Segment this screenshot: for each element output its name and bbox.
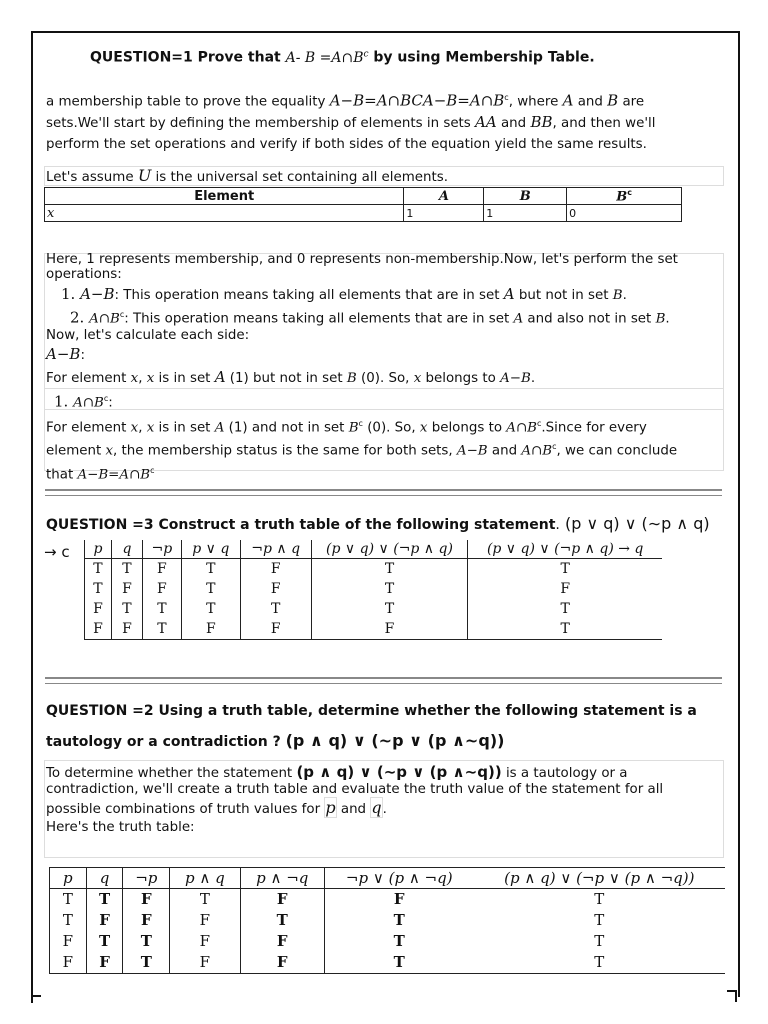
table-cell: F (240, 559, 311, 580)
column-header: p ∧ q (170, 868, 240, 889)
math: p (325, 798, 336, 817)
text: and (487, 443, 522, 459)
math: A (562, 91, 574, 110)
math: A−B=A∩BCA−B=A∩B (329, 91, 505, 110)
table-header-row (45, 188, 682, 205)
text: . (622, 288, 627, 303)
q1-title-sup: c (363, 49, 369, 59)
table-cell: F (86, 910, 123, 931)
q1-title-math (286, 50, 369, 66)
sup: c (119, 310, 125, 319)
sup: c (552, 442, 557, 452)
table-cell: F (111, 579, 142, 599)
column-header: B (484, 188, 567, 205)
math: x (146, 420, 155, 436)
text-line: Here, 1 represents membership, and 0 represents non-membership.Now, let's perform the set (46, 252, 678, 267)
table-cell: T (142, 599, 181, 619)
sup: c (150, 465, 155, 475)
q1-title-math-text: A- B =A∩B (285, 49, 364, 66)
table-cell: T (594, 953, 605, 971)
table-cell: T (311, 559, 468, 580)
table-cell: T (50, 889, 87, 911)
operation-1 (46, 284, 716, 306)
table-cell: F (170, 952, 240, 974)
math: q (371, 798, 382, 817)
math: AA (475, 113, 497, 132)
table-cell: F (393, 890, 405, 908)
table-cell: F (311, 619, 468, 640)
question3-title (46, 514, 710, 533)
math: A−B (46, 345, 81, 364)
text: sets.We'll start by defining the membership of elements in sets (46, 116, 476, 132)
text: Let's assume (46, 170, 138, 185)
math: A (214, 420, 225, 436)
text-line: contradiction, we'll create a truth table and evaluate the truth value of the statement for all (46, 782, 664, 797)
text: , (138, 371, 147, 387)
text: and (573, 94, 608, 110)
membership-table (44, 187, 682, 222)
table-row (50, 931, 726, 952)
table-cell: T (85, 559, 112, 580)
sup: c (504, 93, 509, 102)
text: (0). So, (362, 420, 420, 436)
table-cell: F (142, 579, 181, 599)
table-cell: F (86, 952, 123, 974)
table-row (50, 889, 726, 911)
math: x (130, 371, 139, 387)
intro-line (46, 112, 696, 134)
text: is in set (154, 420, 215, 436)
column-header: p (85, 540, 112, 559)
table-cell: F (123, 910, 170, 931)
text: is the universal set containing all elements. (151, 170, 449, 185)
table-row (50, 952, 726, 974)
table-cell: F (240, 889, 324, 911)
table-cell: 1 (404, 205, 484, 222)
text: , the membership status is the same for both sets, (113, 443, 457, 459)
table-cell: T (181, 559, 240, 580)
table-cell: F (240, 619, 311, 640)
text: , and then we'll (552, 116, 656, 132)
math: B (348, 420, 359, 436)
math: x (146, 371, 155, 387)
table-cell: F (85, 599, 112, 619)
table-cell: T (50, 910, 87, 931)
table-cell: T (240, 599, 311, 619)
column-header: (p ∨ q) ∨ (¬p ∧ q) (311, 540, 468, 559)
column-header: Element (45, 188, 404, 205)
text: and (496, 116, 531, 132)
title-expr: (p ∨ q) ∨ (∼p ∧ q) (559, 514, 710, 533)
table-cell: T (393, 953, 405, 971)
column-header: p (50, 868, 87, 889)
math: BB (530, 113, 553, 132)
table-cell: F (181, 619, 240, 640)
table-cell: T (240, 910, 324, 931)
table-cell: F (85, 619, 112, 640)
table-row (50, 910, 726, 931)
text: : This operation means taking all elements that are in set (114, 288, 504, 303)
page-corner (727, 990, 737, 992)
text: (1) and not in set (224, 420, 349, 436)
column-header: q (86, 868, 123, 889)
operation-2 (46, 306, 716, 328)
text: belongs to (421, 371, 501, 387)
column-header: p ∨ q (181, 540, 240, 559)
table-row (85, 559, 663, 580)
column-header: (p ∧ q) ∨ (¬p ∨ (p ∧ ¬q)) (504, 869, 695, 887)
math: x (130, 420, 139, 436)
intro-line (46, 87, 696, 112)
title-expr: (p ∧ q) ∨ (∼p ∨ (p ∧∼q)) (285, 731, 505, 750)
column-header: ¬p ∨ (p ∧ ¬q) (345, 869, 453, 887)
table-cell: T (393, 932, 405, 950)
element-line-1 (46, 367, 716, 389)
math: A∩B (506, 420, 538, 436)
text: : (80, 348, 85, 364)
text: : This operation means taking all elements that are in set (124, 311, 514, 327)
text: For element (46, 420, 131, 436)
table-cell: F (170, 910, 240, 931)
amb-label (46, 343, 716, 367)
element-line-2 (46, 414, 716, 484)
table-cell: T (111, 599, 142, 619)
text: is in set (154, 371, 215, 387)
column-header: ¬p (123, 868, 170, 889)
text-line: Now, let's calculate each side: (46, 328, 250, 344)
table-cell: 1 (484, 205, 567, 222)
sup: c (103, 394, 109, 404)
column-header: ¬p ∧ q (240, 540, 311, 559)
expr: (p ∧ q) ∨ (∼p ∨ (p ∧∼q)) (296, 763, 502, 781)
sub-heading (46, 389, 716, 413)
title-line (46, 726, 697, 757)
table-header-row (85, 540, 663, 559)
math: B (607, 91, 619, 110)
text: , where (508, 94, 563, 110)
table-cell: T (311, 579, 468, 599)
text: . (530, 371, 536, 387)
q1-title-prefix: QUESTION=1 Prove that (90, 49, 281, 66)
table-cell: 0 (567, 205, 682, 222)
q1-title-suffix: by using Membership Table. (373, 49, 595, 66)
text: : (108, 395, 113, 411)
table-cell: T (594, 890, 605, 908)
header-sup: c (627, 188, 632, 197)
math: A (503, 285, 515, 303)
column-header: q (111, 540, 142, 559)
text: To determine whether the statement (46, 766, 297, 781)
table-cell: T (181, 599, 240, 619)
table-cell: T (181, 579, 240, 599)
text: are (618, 94, 645, 110)
table-row (85, 579, 663, 599)
table-cell: T (560, 621, 570, 637)
text: , we can conclude (556, 443, 678, 459)
question1-title (90, 49, 595, 66)
header-text: B (616, 189, 628, 205)
text: . (665, 311, 670, 327)
num: 1. (61, 285, 81, 303)
question3-expr-continuation: → c (44, 543, 70, 561)
q2-explanation (46, 764, 716, 836)
text: and (336, 802, 371, 817)
text: and also not in set (523, 311, 656, 327)
table-cell: T (560, 561, 570, 577)
table-cell: F (240, 931, 324, 952)
math: B (346, 371, 357, 387)
column-header: (p ∨ q) ∨ (¬p ∧ q) → q (486, 541, 644, 557)
table-row (45, 205, 682, 222)
q1-explanation (46, 252, 716, 484)
text: . (382, 802, 387, 817)
math: A (513, 311, 524, 327)
text: , (138, 420, 147, 436)
table-cell: F (50, 952, 87, 974)
num: 2. (70, 308, 90, 327)
table-cell: T (311, 599, 468, 619)
num: 1. (54, 392, 74, 411)
table-cell: T (111, 559, 142, 580)
text: a membership table to prove the equality (46, 94, 330, 110)
table-cell: T (594, 932, 605, 950)
text: but not in set (514, 288, 613, 303)
section-divider (45, 677, 722, 684)
math: U (137, 166, 152, 185)
text: is a tautology or a (501, 766, 628, 781)
table-cell: T (393, 911, 405, 929)
text: element (46, 443, 106, 459)
math: x (419, 420, 428, 436)
table-cell: T (560, 601, 570, 617)
math: A∩B (89, 311, 120, 327)
table-cell: F (560, 581, 571, 597)
column-header: ¬p (142, 540, 181, 559)
math: A−B=A∩B (77, 467, 151, 483)
math: A−B (500, 371, 531, 387)
table-cell: T (85, 579, 112, 599)
table-cell: F (240, 952, 324, 974)
sup: c (358, 418, 363, 428)
math: A∩B (521, 443, 553, 459)
table-cell: T (86, 889, 123, 911)
math: A−B (456, 443, 488, 459)
math: x (413, 371, 422, 387)
table-cell: T (594, 911, 605, 929)
text: (0). So, (356, 371, 414, 387)
text: (1) but not in set (225, 371, 347, 387)
truth-table-q2 (49, 867, 725, 974)
title-dot: . (555, 517, 560, 533)
title-text: tautology or a contradiction ? (46, 734, 286, 750)
table-cell: T (86, 931, 123, 952)
math: x (105, 443, 114, 459)
text-line (46, 798, 716, 820)
text: possible combinations of truth values for (46, 802, 325, 817)
column-header: A (404, 188, 484, 205)
table-cell: F (111, 619, 142, 640)
table-cell: T (123, 931, 170, 952)
page-corner (31, 995, 41, 997)
text: For element (46, 371, 131, 387)
question2-title (46, 696, 697, 757)
table-cell: x (45, 205, 404, 222)
text: .Since for every (541, 420, 647, 436)
table-cell: T (123, 952, 170, 974)
title-line: QUESTION =2 Using a truth table, determine whether the following statement is a (46, 703, 697, 719)
q1-intro (46, 87, 696, 155)
table-row (85, 599, 663, 619)
text-line: Here's the truth table: (46, 820, 195, 835)
text: belongs to (427, 420, 507, 436)
table-cell: F (123, 889, 170, 911)
column-header: p ∧ ¬q (240, 868, 324, 889)
truth-table-q3 (84, 540, 662, 640)
math: B (612, 288, 623, 303)
table-header-row (50, 868, 726, 889)
table-cell: F (240, 579, 311, 599)
text-line: operations: (46, 267, 122, 282)
math: A (214, 368, 226, 387)
table-cell: F (142, 559, 181, 580)
column-header (567, 188, 682, 205)
math: B (655, 311, 666, 327)
math: A∩B (73, 395, 104, 411)
section-divider (45, 489, 722, 496)
table-cell: F (170, 931, 240, 952)
sup: c (537, 418, 542, 428)
text-line (46, 764, 716, 782)
math: A−B (80, 285, 115, 303)
table-cell: F (50, 931, 87, 952)
table-cell: T (142, 619, 181, 640)
table-row (85, 619, 663, 640)
assume-text (46, 166, 448, 185)
table-cell: T (170, 889, 240, 911)
title-text: QUESTION =3 Construct a truth table of the following statement (46, 517, 556, 533)
text: that (46, 467, 78, 483)
intro-line: perform the set operations and verify if both sides of the equation yield the same results. (46, 137, 647, 153)
